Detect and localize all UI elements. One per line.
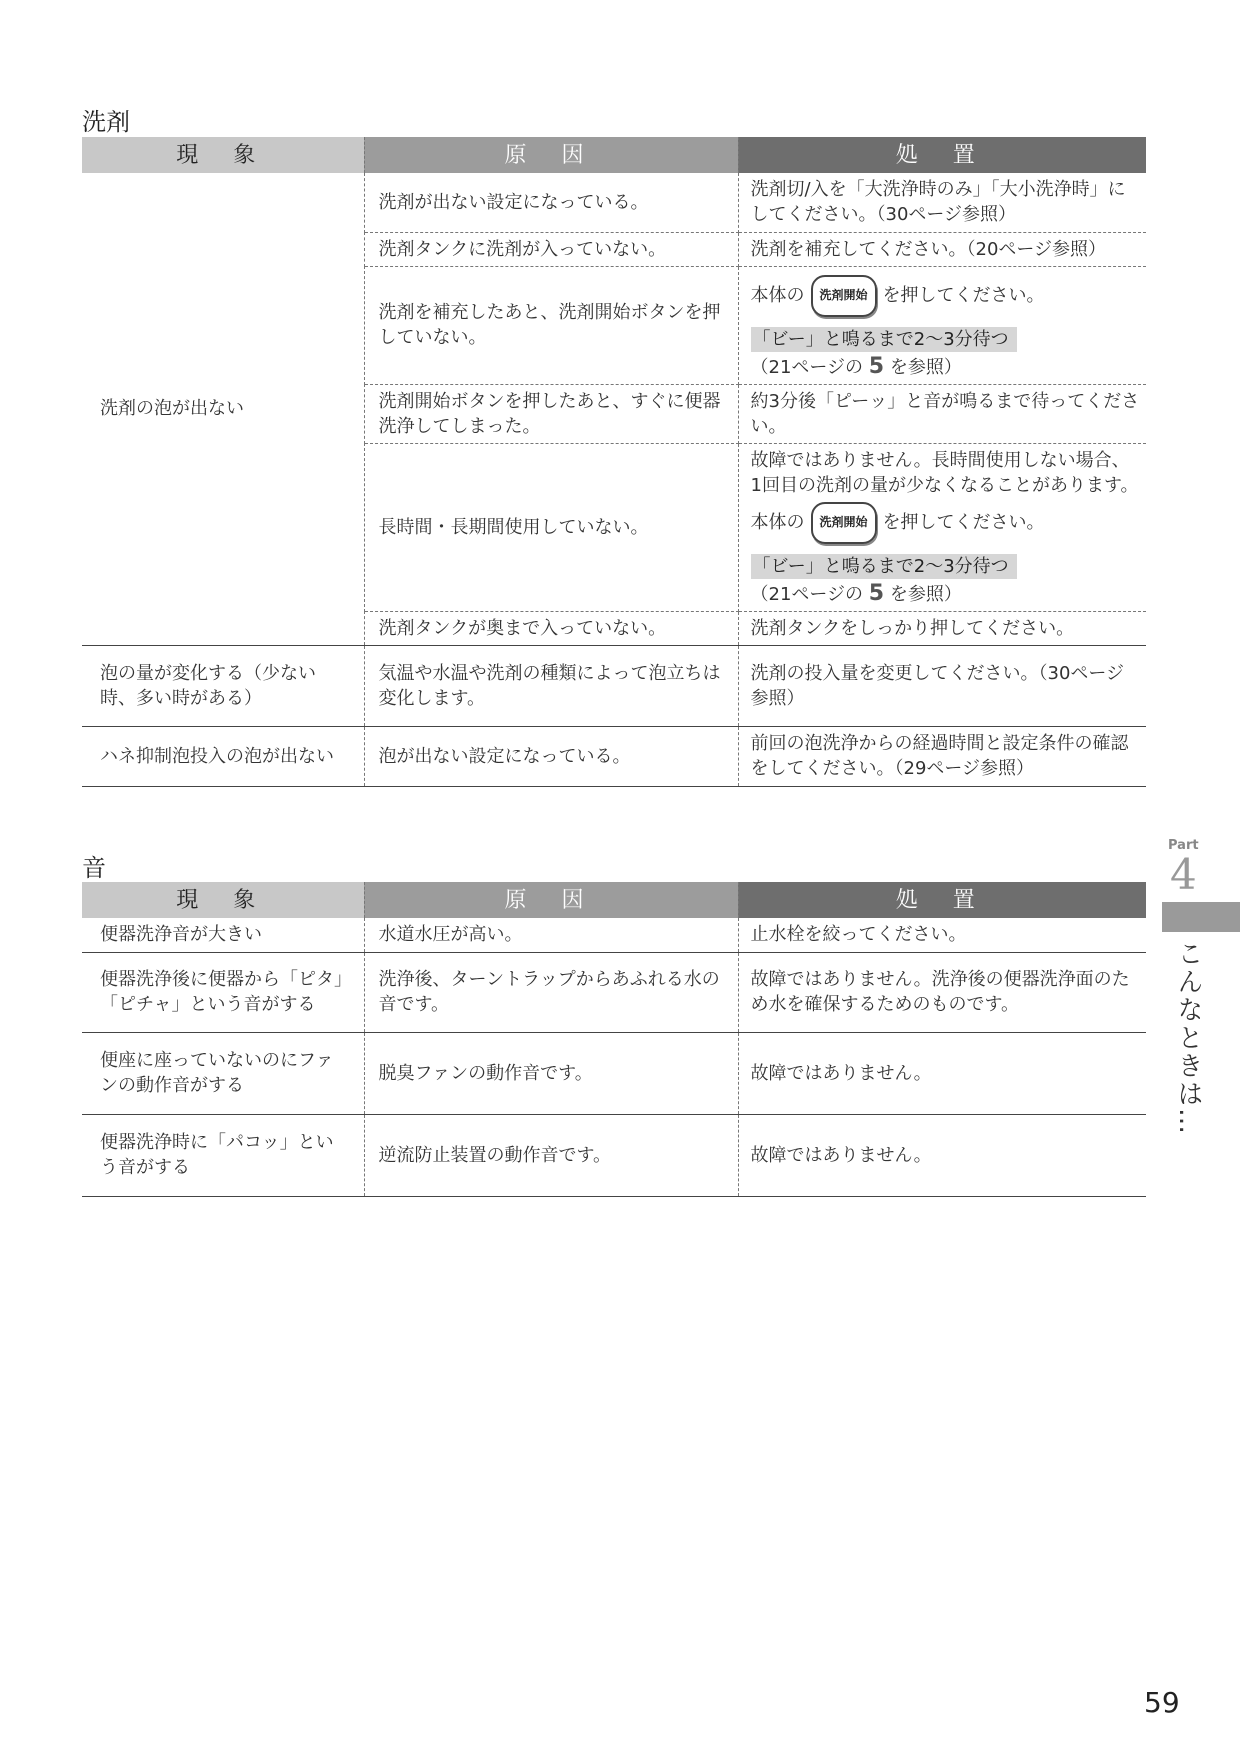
symptom-cell: 便座に座っていないのにファンの動作音がする	[82, 1032, 364, 1114]
cause-cell: 長時間・長期間使用していない。	[364, 443, 738, 611]
symptom-cell: 便器洗浄後に便器から「ピタ」「ピチャ」という音がする	[82, 952, 364, 1032]
remedy-note: 故障ではありません。長時間使用しない場合、1回目の洗剤の量が少なくなることがあります。	[750, 449, 1139, 496]
remedy-cell: 洗剤の投入量を変更してください。（30ページ参照）	[738, 645, 1146, 726]
section-title-sound: 音	[82, 854, 106, 882]
reference-text: を参照）	[889, 356, 962, 378]
header-symptom: 現 象	[82, 882, 364, 918]
detergent-start-button-icon: 洗剤開始	[811, 275, 877, 317]
remedy-cell: 故障ではありません。洗浄後の便器洗浄面のため水を確保するためのものです。	[738, 952, 1146, 1032]
step-number: 5	[868, 580, 885, 606]
wait-highlight: 「ビー」と鳴るまで2〜3分待つ	[751, 554, 1017, 579]
table-row	[82, 952, 1146, 1032]
page-reference	[751, 354, 1141, 380]
cause-cell: 洗剤開始ボタンを押したあと、すぐに便器洗浄してしまった。	[364, 384, 738, 443]
cause-cell: 洗剤が出ない設定になっている。	[364, 173, 738, 232]
remedy-cell: 前回の泡洗浄からの経過時間と設定条件の確認をしてください。（29ページ参照）	[738, 726, 1146, 786]
sound-table	[82, 882, 1146, 1197]
header-remedy: 処 置	[738, 882, 1146, 918]
page-number: 59	[1144, 1686, 1180, 1719]
remedy-cell: 約3分後「ピーッ」と音が鳴るまで待ってください。	[738, 384, 1146, 443]
cause-cell: 洗剤タンクが奥まで入っていない。	[364, 611, 738, 645]
symptom-cell: 便器洗浄時に「パコッ」という音がする	[82, 1114, 364, 1196]
symptom-cell: ハネ抑制泡投入の泡が出ない	[82, 726, 364, 786]
symptom-cell: 洗剤の泡が出ない	[82, 173, 364, 645]
remedy-cell: 故障ではありません。	[738, 1032, 1146, 1114]
table-row	[82, 1032, 1146, 1114]
remedy-text: を押してください。	[882, 512, 1045, 533]
detergent-table	[82, 137, 1146, 787]
remedy-cell	[738, 443, 1146, 611]
cause-cell: 洗浄後、ターントラップからあふれる水の音です。	[364, 952, 738, 1032]
table-row	[82, 645, 1146, 726]
section-title-detergent: 洗剤	[82, 108, 130, 136]
remedy-text: 本体の	[750, 512, 805, 533]
page-reference	[751, 581, 1141, 607]
wait-highlight: 「ビー」と鳴るまで2〜3分待つ	[751, 327, 1017, 352]
symptom-cell: 泡の量が変化する（少ない時、多い時がある）	[82, 645, 364, 726]
chapter-title: こんなときは…	[1173, 940, 1203, 1136]
table-row	[82, 173, 1146, 232]
reference-text: を参照）	[889, 583, 962, 605]
table-row	[82, 726, 1146, 786]
remedy-cell: 止水栓を絞ってください。	[738, 918, 1146, 952]
header-cause: 原 因	[364, 137, 738, 173]
remedy-cell	[738, 266, 1146, 384]
remedy-cell: 故障ではありません。	[738, 1114, 1146, 1196]
remedy-cell: 洗剤を補充してください。（20ページ参照）	[738, 232, 1146, 266]
table-row	[82, 1114, 1146, 1196]
cause-cell: 洗剤を補充したあと、洗剤開始ボタンを押していない。	[364, 266, 738, 384]
header-symptom: 現 象	[82, 137, 364, 173]
remedy-cell: 洗剤切/入を「大洗浄時のみ」「大小洗浄時」にしてください。（30ページ参照）	[738, 173, 1146, 232]
table-row	[82, 918, 1146, 952]
detergent-start-button-icon: 洗剤開始	[811, 502, 877, 544]
remedy-text: 本体の	[750, 285, 805, 306]
reference-text: （21ページの	[750, 583, 864, 605]
reference-text: （21ページの	[750, 356, 864, 378]
cause-cell: 気温や水温や洗剤の種類によって泡立ちは変化します。	[364, 645, 738, 726]
chapter-tab-bar	[1162, 902, 1240, 932]
cause-cell: 水道水圧が高い。	[364, 918, 738, 952]
header-remedy: 処 置	[738, 137, 1146, 173]
cause-cell: 泡が出ない設定になっている。	[364, 726, 738, 786]
symptom-cell: 便器洗浄音が大きい	[82, 918, 364, 952]
step-number: 5	[868, 353, 885, 379]
remedy-cell: 洗剤タンクをしっかり押してください。	[738, 611, 1146, 645]
header-cause: 原 因	[364, 882, 738, 918]
part-label: Part	[1168, 838, 1199, 853]
cause-cell: 逆流防止装置の動作音です。	[364, 1114, 738, 1196]
part-number: 4	[1170, 850, 1197, 899]
cause-cell: 脱臭ファンの動作音です。	[364, 1032, 738, 1114]
remedy-text: を押してください。	[882, 285, 1045, 306]
cause-cell: 洗剤タンクに洗剤が入っていない。	[364, 232, 738, 266]
